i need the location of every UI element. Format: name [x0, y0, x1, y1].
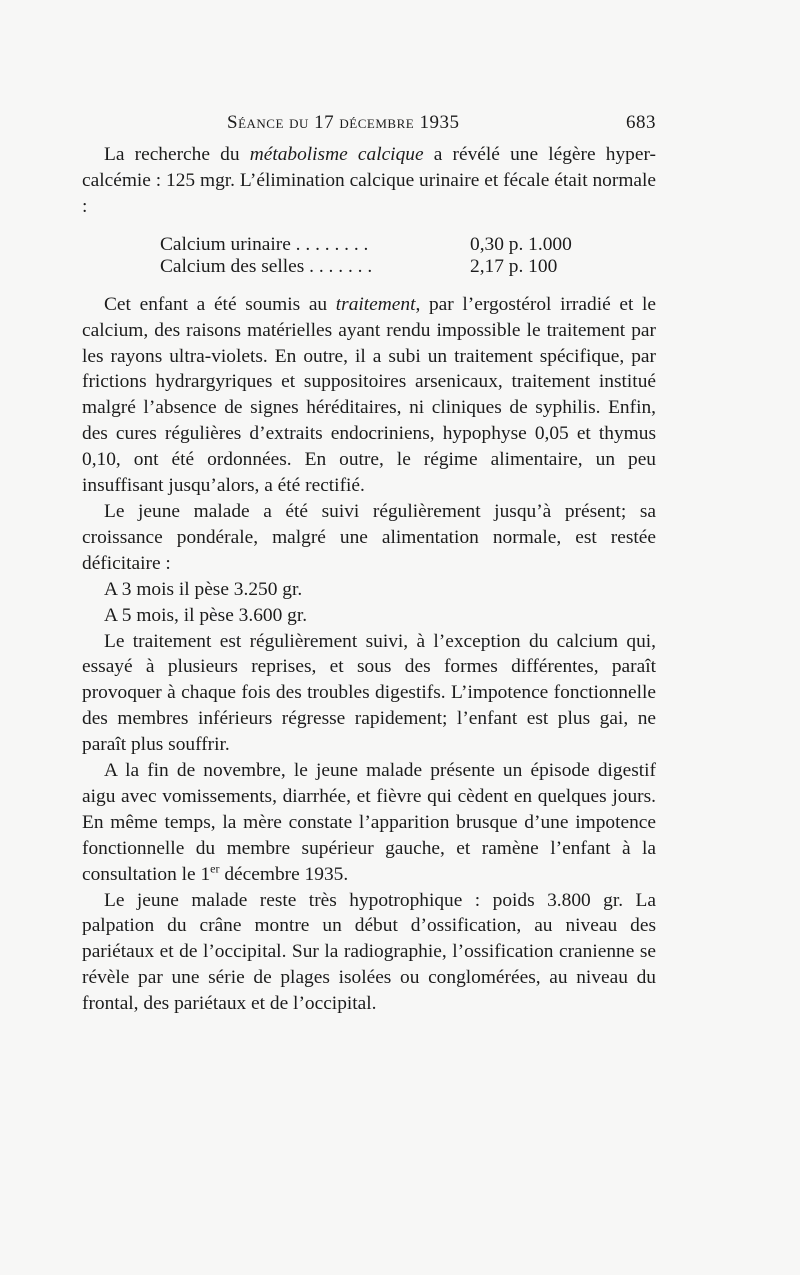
table-row [160, 234, 590, 256]
italic-term: traitement [335, 293, 416, 315]
calcium-table [160, 234, 590, 278]
superscript: er [210, 861, 220, 876]
paragraph-calcium-metabolism: La recherche du métabolisme calcique a révélé une légère hyper-calcémie : 125 mgr. L’élimination calcique urinaire et fécale était normale : [82, 144, 656, 217]
paragraph-growth: Le jeune malade a été suivi régulièrement jusqu’à présent; sa croissance pondérale, malgré une alimentation normale, est restée déficitaire : [82, 500, 656, 574]
table-row [160, 256, 590, 278]
row-label: Calcium urinaire . . . . . . . . [160, 233, 369, 255]
weight-line: A 3 mois il pèse 3.250 gr. [104, 578, 303, 600]
running-header [82, 112, 656, 142]
paragraph-episode: A la fin de novembre, le jeune malade présente un épisode digestif aigu avec vomissements, diarrhée, et fièvre qui cèdent en quelques jours. En même temps, la mère constate l’apparition brusque d’une impotence fonctionnelle du membre supérieur gauche, et ramène l’enfant à la consultation le 1er décembre 1935. [82, 760, 656, 885]
paragraph-ossification: Le jeune malade reste très hypotrophique : poids 3.800 gr. La palpation du crâne montre un début d’ossification, au niveau des pariétaux et de l’occipital. Sur la radiographie, l’ossification cranienne se révèle par une série de plages isolées ou conglomérées, au niveau du frontal, des pariétaux et de l’occipital. [82, 889, 656, 1015]
row-value: 2,17 p. 100 [470, 255, 558, 277]
running-title: Séance du 17 décembre 1935 [227, 112, 460, 133]
row-label: Calcium des selles . . . . . . . [160, 255, 373, 277]
weight-line: A 5 mois, il pèse 3.600 gr. [104, 604, 308, 626]
italic-term: métabolisme calcique [249, 144, 424, 165]
paragraph-treatment: Cet enfant a été soumis au traitement, par l’ergostérol irradié et le calcium, des raisons matérielles ayant rendu impossible le traitement par les rayons ultra-violets. En outre, il a subi un traitement spécifique, par frictions hydrargyriques et suppositoires arsenicaux, traitement institué malgré l’absence de signes héréditaires, ni cliniques de syphilis. Enfin, des cures régulières d’extraits endocriniens, hypophyse 0,05 et thymus 0,10, ont été ordonnées. En outre, le régime alimentaire, un peu insuffisant jusqu’alors, a été rectifié. [82, 293, 656, 497]
document-page [82, 112, 656, 1017]
row-value: 0,30 p. 1.000 [470, 233, 572, 255]
paragraph-progress: Le traitement est régulièrement suivi, à l’exception du calcium qui, essayé à plusieurs reprises, et sous des formes différentes, paraît provoquer à chaque fois des troubles digestifs. L’impotence fonctionnelle des membres inférieurs régresse rapidement; l’enfant est plus gai, ne paraît plus souffrir. [82, 630, 656, 756]
page-number: 683 [626, 112, 656, 133]
